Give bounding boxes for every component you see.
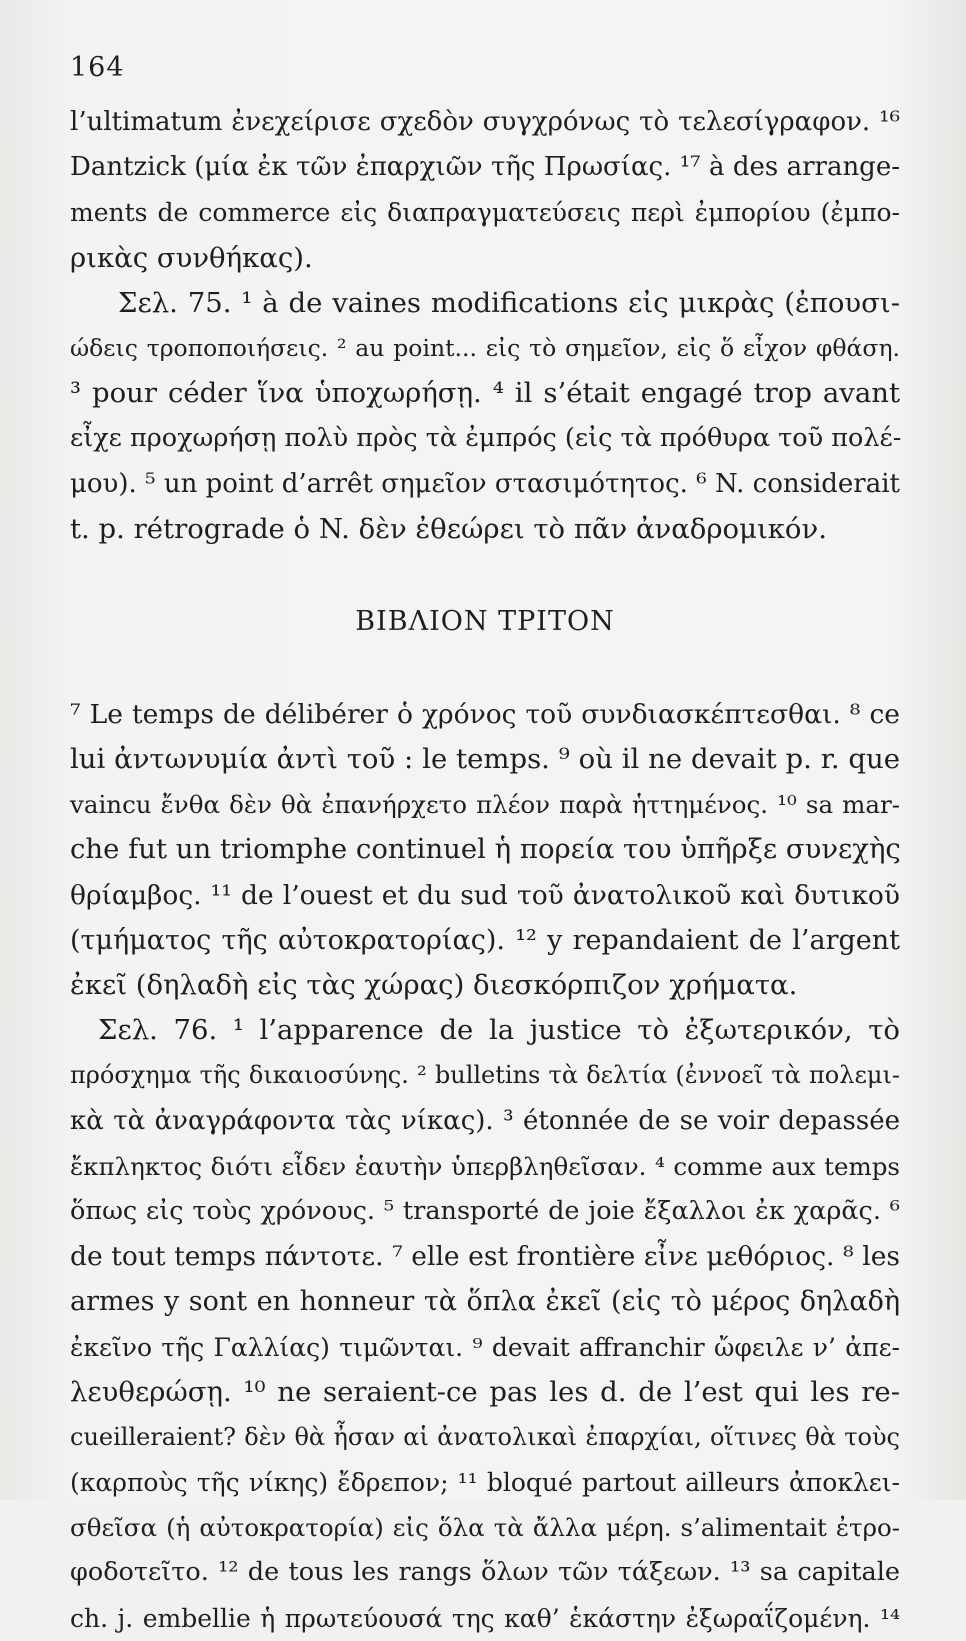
text-line: armes y sont en honneur τὰ ὅπλα ἐκεῖ (εἰς τὸ μέρος δηλαδὴ bbox=[70, 1286, 900, 1318]
text-line: vaincu ἔνθα δὲν θὰ ἐπανήρχετο πλέον παρὰ ἡττημένος. ¹⁰ sa mar- bbox=[70, 790, 900, 820]
text-line: σθεῖσα (ἡ αὐτοκρατορία) εἰς ὅλα τὰ ἄλλα μέρη. s’alimentait ἐτρο- bbox=[70, 1513, 900, 1543]
text-line: ch. j. embellie ἡ πρωτεύουσά της καθ’ ἑκάστην ἐξωραΐζομένη. ¹⁴ bbox=[70, 1603, 900, 1633]
text-line: φοδοτεῖτο. ¹² de tous les rangs ὅλων τῶν τάξεων. ¹³ sa capitale bbox=[70, 1557, 900, 1588]
text-line: Dantzick (μία ἐκ τῶν ἐπαρχιῶν τῆς Πρωσίας. ¹⁷ à des arrange- bbox=[70, 152, 900, 183]
text-line: (καρποὺς τῆς νίκης) ἔδρεπον; ¹¹ bloqué partout ailleurs ἀποκλει- bbox=[70, 1468, 900, 1498]
text-line: lui ἀντωνυμία ἀντὶ τοῦ : le temps. ⁹ où il ne devait p. r. que bbox=[70, 743, 900, 776]
section-title: ΒΙΒΛΙΟΝ ΤΡΙΤΟΝ bbox=[355, 605, 615, 637]
text-line: ώδεις τροποποιήσεις. ² au point... εἰς τὸ σημεῖον, εἰς ὅ εἶχον φθάση. bbox=[70, 333, 900, 362]
text-line: θρίαμβος. ¹¹ de l’ouest et du sud τοῦ ἀνατολικοῦ καὶ δυτικοῦ bbox=[70, 879, 900, 911]
text-line: cueilleraient? δὲν θὰ ἦσαν αἱ ἀνατολικαὶ ἐπαρχίαι, οἵτινες θὰ τοὺς bbox=[70, 1422, 900, 1451]
text-line: μου). ⁵ un point d’arrêt σημεῖον στασιμότητος. ⁶ N. considerait bbox=[70, 468, 900, 499]
text-line: ἔκπληκτος διότι εἶδεν ἑαυτὴν ὑπερβληθεῖσαν. ⁴ comme aux temps bbox=[70, 1151, 900, 1181]
text-line: ἐκεῖ (δηλαδὴ εἰς τὰς χώρας) διεσκόρπιζον χρήματα. bbox=[70, 969, 798, 1001]
text-line: κὰ τὰ ἀναγράφοντα τὰς νίκας). ³ étonnée de se voir depassée bbox=[70, 1105, 900, 1136]
text-line: εἶχε προχωρήσῃ πολὺ πρὸς τὰ ἐμπρός (εἰς τὰ πρόθυρα τοῦ πολέ- bbox=[70, 423, 902, 454]
text-line: l’ultimatum ἐνεχείρισε σχεδὸν συγχρόνως τὸ τελεσίγραφον. ¹⁶ bbox=[70, 107, 900, 137]
text-line: ³ pour céder ἵνα ὑποχωρήσῃ. ⁴ il s’était engagé trop avant bbox=[70, 377, 900, 410]
page-body bbox=[70, 100, 900, 1641]
text-line: ments de commerce εἰς διαπραγματεύσεις περὶ ἐμπορίου (ἐμπο- bbox=[70, 198, 900, 228]
text-line: ἐκεῖνο τῆς Γαλλίας) τιμῶνται. ⁹ devait affranchir ὤφειλε ν’ ἀπε- bbox=[70, 1332, 900, 1362]
text-line: che fut un triomphe continuel ἡ πορεία του ὑπῆρξε συνεχὴς bbox=[70, 833, 901, 866]
text-line: Σελ. 76. ¹ l’apparence de la justice τὸ ἐξωτερικόν, τὸ bbox=[98, 1014, 900, 1047]
text-line: λευθερώσῃ. ¹⁰ ne seraient-ce pas les d. de l’est qui les re- bbox=[70, 1375, 900, 1408]
text-line: πρόσχημα τῆς δικαιοσύνης. ² bulletins τὰ δελτία (ἐννοεῖ τὰ πολεμι- bbox=[70, 1061, 900, 1090]
text-line: Σελ. 75. ¹ à de vaines modifications εἰς μικρὰς (ἐπουσι- bbox=[118, 286, 900, 319]
text-line: (τμήματος τῆς αὐτοκρατορίας). ¹² y repandaient de l’argent bbox=[70, 924, 900, 956]
page-number: 164 bbox=[70, 52, 125, 83]
text-line: ⁷ Le temps de délibérer ὁ χρόνος τοῦ συνδιασκέπτεσθαι. ⁸ ce bbox=[70, 698, 900, 730]
text-line: ὅπως εἰς τοὺς χρόνους. ⁵ transporté de joie ἔξαλλοι ἐκ χαρᾶς. ⁶ bbox=[70, 1195, 900, 1226]
text-line: ρικὰς συνθήκας). bbox=[70, 241, 313, 274]
text-line: de tout temps πάντοτε. ⁷ elle est frontière εἶνε μεθόριος. ⁸ les bbox=[70, 1241, 900, 1273]
text-line: t. p. rétrograde ὁ N. δὲν ἐθεώρει τὸ πᾶν ἀναδρομικόν. bbox=[70, 512, 827, 545]
